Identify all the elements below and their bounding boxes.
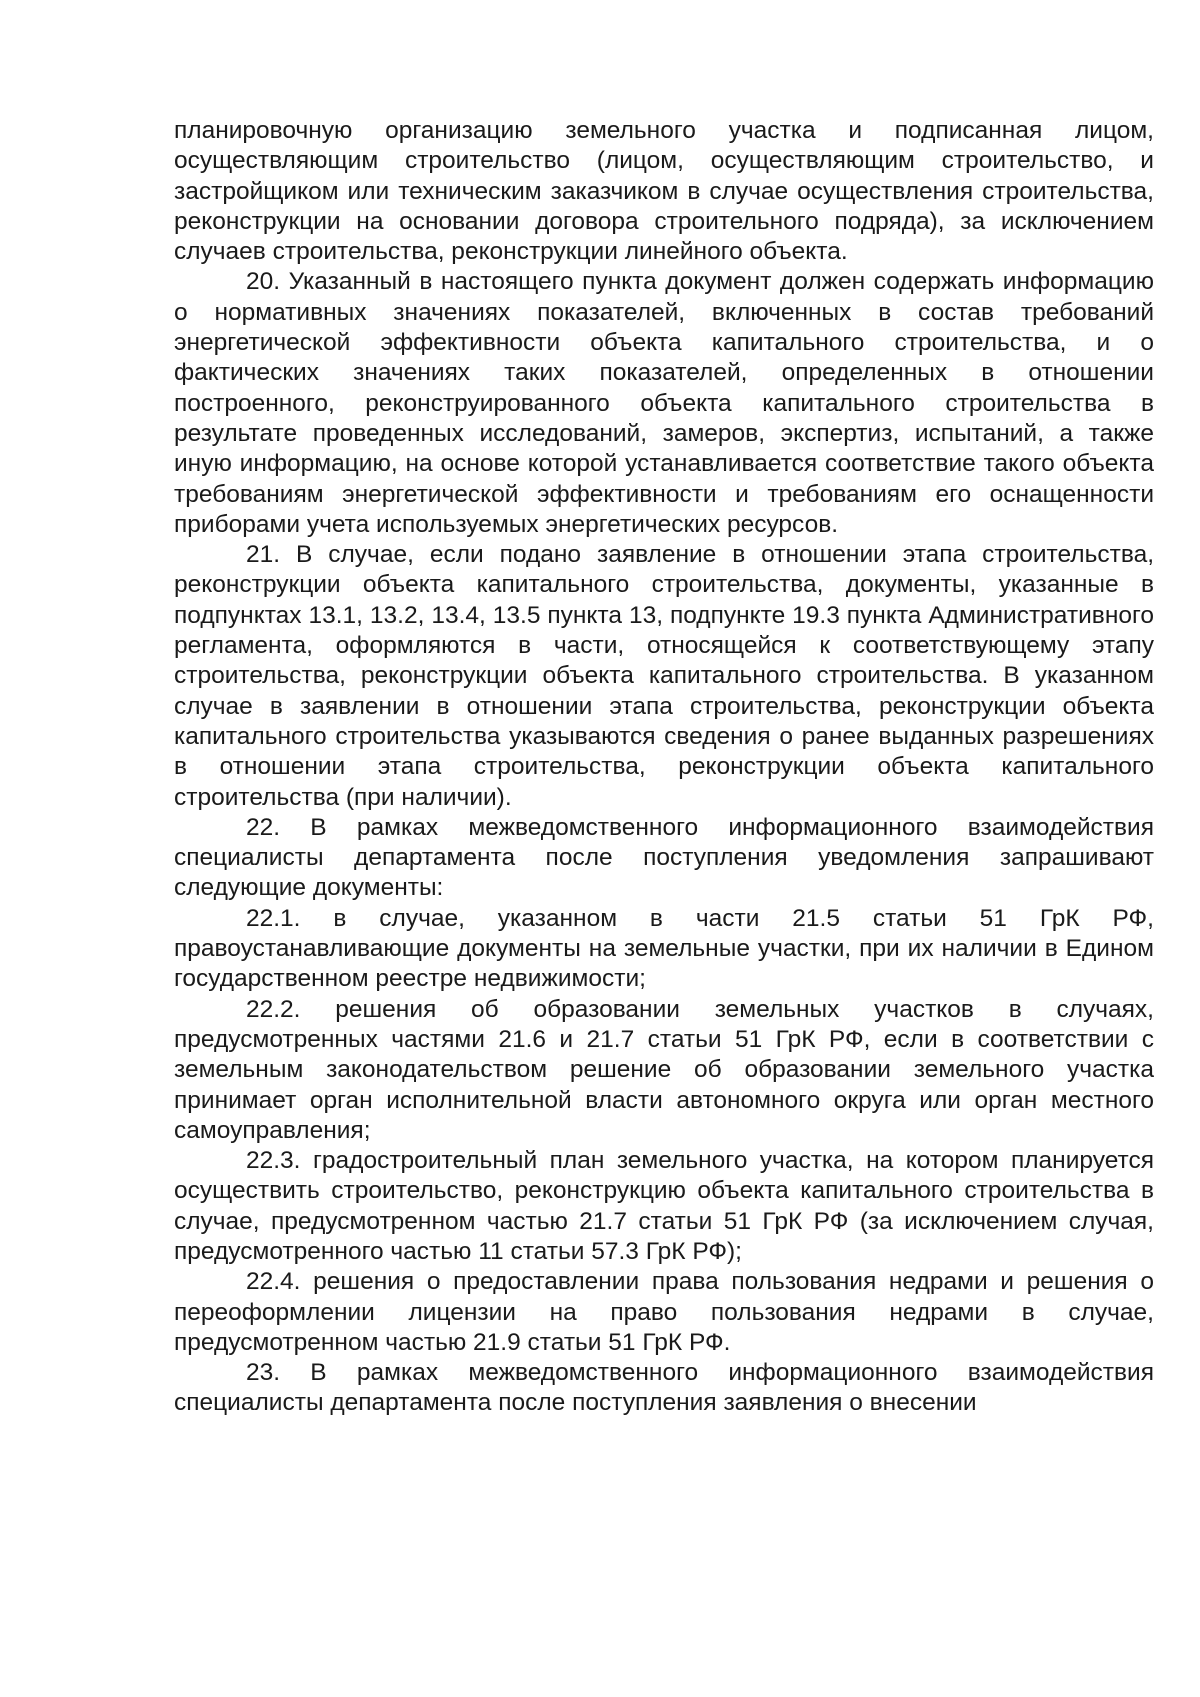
paragraph-21: 21. В случае, если подано заявление в отношении этапа строительства, реконструкции объекта капитального строительства, документы, указанные в подпунктах 13.1, 13.2, 13.4, 13.5 пункта 13, подпункте 19.3 пункта Административного регламента, оформляются в части, относящейся к соответствующему этапу строительства, реконструкции объекта капитального строительства. В указанном случае в заявлении в отношении этапа строительства, реконструкции объекта капитального строительства указываются сведения о ранее выданных разрешениях в отношении этапа строительства, реконструкции объекта капитального строительства (при наличии). bbox=[174, 541, 1154, 811]
paragraph-22-1: 22.1. в случае, указанном в части 21.5 статьи 51 ГрК РФ, правоустанавливающие документы на земельные участки, при их наличии в Едином государственном реестре недвижимости; bbox=[174, 904, 1154, 993]
paragraph-23: 23. В рамках межведомственного информационного взаимодействия специалисты департамента после поступления заявления о внесении bbox=[174, 1359, 1154, 1417]
paragraph-20: 20. Указанный в настоящего пункта документ должен содержать информацию о нормативных значениях показателей, включенных в состав требований энергетической эффективности объекта капитального строительства, и о фактических значениях таких показателей, определенных в отношении построенного, реконструированного объекта капитального строительства в результате проведенных исследований, замеров, экспертиз, испытаний, а также иную информацию, на основе которой устанавливается соответствие такого объекта требованиям энергетической эффективности и требованиям его оснащенности приборами учета используемых энергетических ресурсов. bbox=[174, 268, 1154, 538]
paragraph-22-2: 22.2. решения об образовании земельных участков в случаях, предусмотренных частями 21.6 и 21.7 статьи 51 ГрК РФ, если в соответствии с земельным законодательством решение об образовании земельного участка принимает орган исполнительной власти автономного округа или орган местного самоуправления; bbox=[174, 995, 1154, 1144]
paragraph-continuation: планировочную организацию земельного участка и подписанная лицом, осуществляющим строительство (лицом, осуществляющим строительство, и застройщиком или техническим заказчиком в случае осуществления строительства, реконструкции на основании договора строительного подряда), за исключением случаев строительства, реконструкции линейного объекта. bbox=[174, 117, 1154, 266]
document-body bbox=[174, 116, 1154, 1419]
paragraph-22-3: 22.3. градостроительный план земельного участка, на котором планируется осуществить строительство, реконструкцию объекта капитального строительства в случае, предусмотренном частью 21.7 статьи 51 ГрК РФ (за исключением случая, предусмотренного частью 11 статьи 57.3 ГрК РФ); bbox=[174, 1147, 1154, 1265]
paragraph-22-4: 22.4. решения о предоставлении права пользования недрами и решения о переоформлении лицензии на право пользования недрами в случае, предусмотренном частью 21.9 статьи 51 ГрК РФ. bbox=[174, 1268, 1154, 1356]
paragraph-22: 22. В рамках межведомственного информационного взаимодействия специалисты департамента после поступления уведомления запрашивают следующие документы: bbox=[174, 813, 1154, 902]
